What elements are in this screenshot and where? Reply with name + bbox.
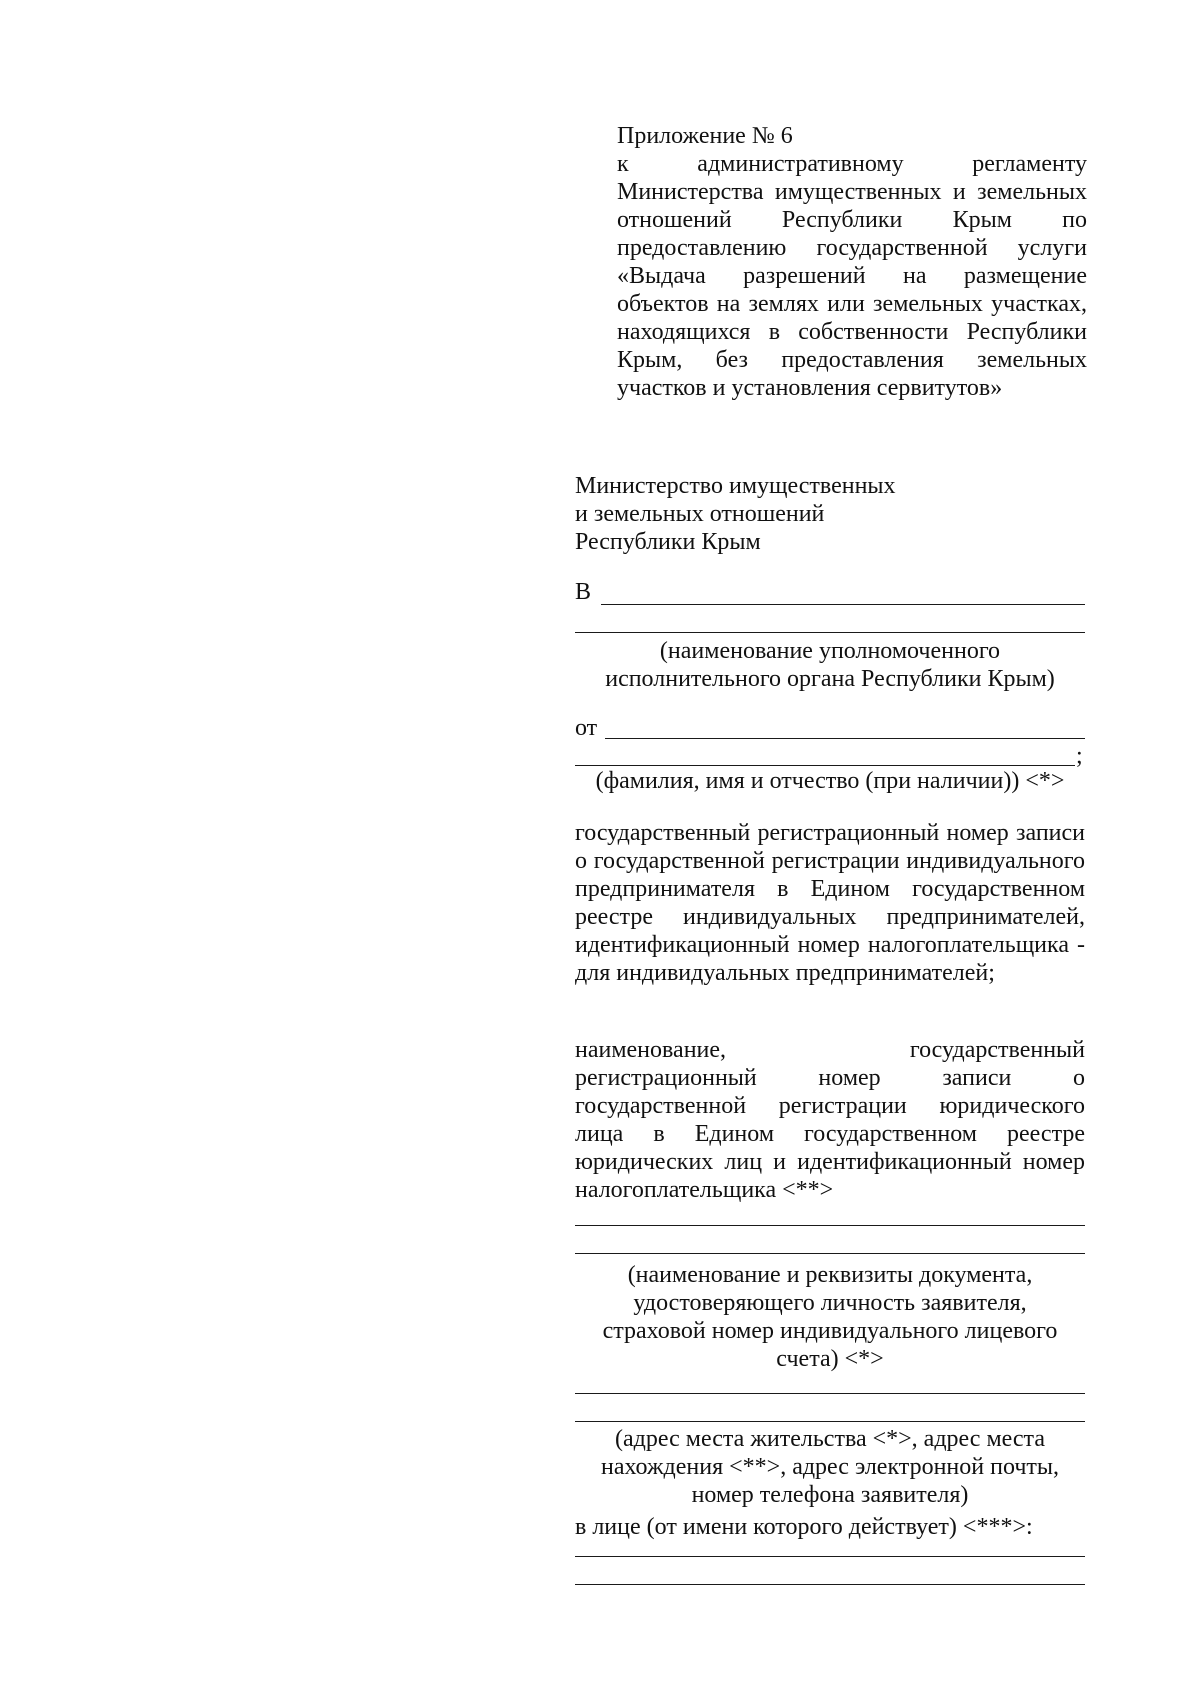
to-field-line-2 <box>575 632 1085 633</box>
ministry-addressee <box>575 472 1085 556</box>
ministry-line-2: и земельных отношений <box>575 501 825 527</box>
annex-header <box>617 122 1087 402</box>
legal-paragraph-text: наименование, государственный регистрационный номер записи о государственной регистрации юридического лица в Едином государственном реестре юридических лиц и идентификационный номер налогоплательщика <**> <box>575 1037 1085 1203</box>
ministry-line-3: Республики Крым <box>575 529 761 555</box>
representative-block <box>575 1513 1085 1541</box>
address-field-line-1 <box>575 1393 1085 1394</box>
to-caption: (наименование уполномоченного исполнительного органа Республики Крым) <box>605 638 1055 692</box>
to-field-line-1 <box>601 604 1085 605</box>
from-field-line-2 <box>575 765 1075 766</box>
document-caption: (наименование и реквизиты документа, удостоверяющего личность заявителя, страховой номер индивидуального лицевого счета) <*> <box>602 1262 1058 1372</box>
ministry-line-1: Министерство имущественных <box>575 473 896 499</box>
ip-paragraph-text: государственный регистрационный номер записи о государственной регистрации индивидуального предпринимателя в Едином государственном реестре индивидуальных предпринимателей, идентификационный номер налогоплательщика - для индивидуальных предпринимателей; <box>575 820 1085 986</box>
from-terminator: ; <box>1076 743 1083 769</box>
from-field-line-1 <box>605 738 1085 739</box>
representative-field-line-1 <box>575 1556 1085 1557</box>
address-field-line-2 <box>575 1421 1085 1422</box>
document-field-line-2 <box>575 1253 1085 1254</box>
from-label: от <box>575 715 598 741</box>
to-label: В <box>575 579 592 605</box>
legal-paragraph <box>575 1036 1085 1204</box>
annex-body: к административному регламенту Министерства имущественных и земельных отношений Республики Крым по предоставлению государственной услуги «Выдача разрешений на размещение объектов на землях или земельных участках, находящихся в собственности Республики Крым, без предоставления земельных участков и установления сервитутов» <box>617 151 1087 401</box>
document-field-line-1 <box>575 1225 1085 1226</box>
representative-field-line-2 <box>575 1584 1085 1585</box>
annex-title: Приложение № 6 <box>617 123 793 149</box>
address-caption-block <box>575 1425 1085 1509</box>
address-caption: (адрес места жительства <*>, адрес места нахождения <**>, адрес электронной почты, номер телефона заявителя) <box>600 1426 1060 1508</box>
document-caption-block <box>575 1261 1085 1373</box>
ip-paragraph <box>575 819 1085 987</box>
from-caption: (фамилия, имя и отчество (при наличии)) <*> <box>595 768 1065 794</box>
representative-label: в лице (от имени которого действует) <***>: <box>575 1514 1033 1540</box>
